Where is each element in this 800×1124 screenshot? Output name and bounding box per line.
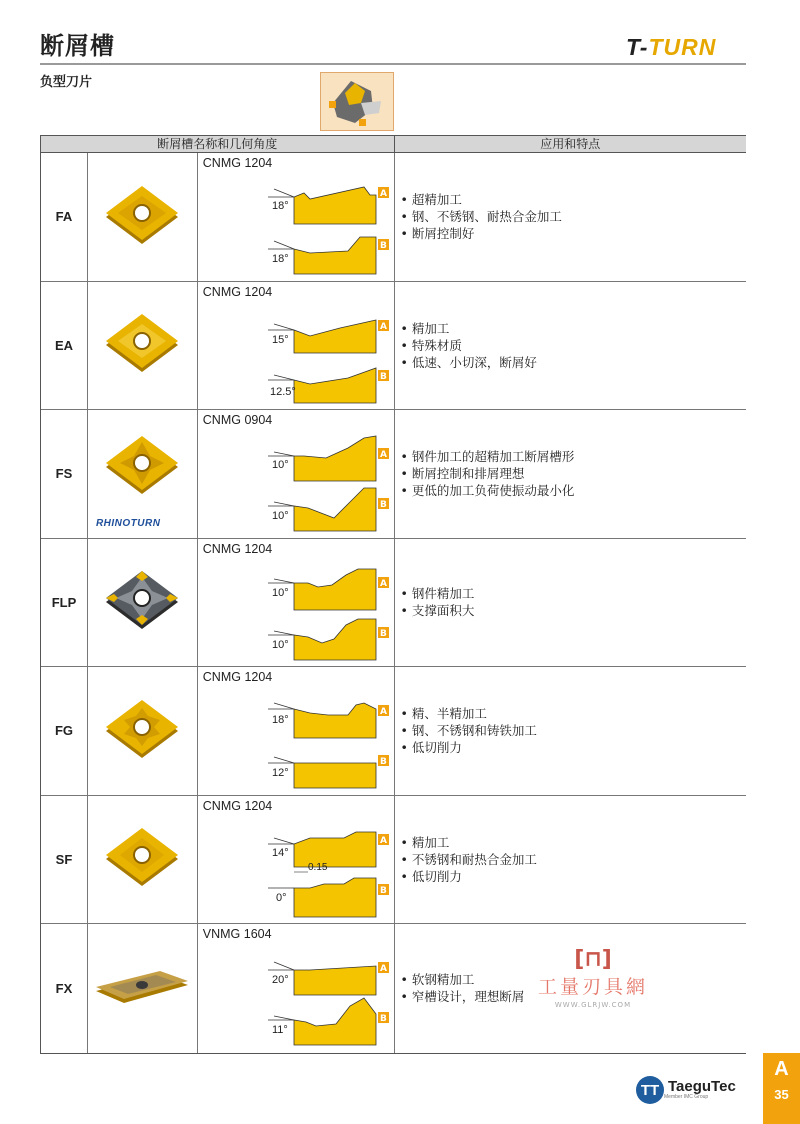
watermark (538, 948, 648, 1009)
watermark-logo-icon: [⊓] (574, 947, 612, 972)
feature-item: • 超精加工 (400, 192, 462, 208)
features-cell (395, 153, 747, 281)
header-application: 应用和特点 (540, 137, 601, 151)
feature-item: • 不锈钢和耐热合金加工 (400, 851, 537, 867)
feature-item: • 精、半精加工 (400, 706, 487, 722)
feature-item: • 更低的加工负荷使振动最小化 (400, 483, 575, 499)
marker-b: B (379, 885, 387, 896)
insert-image (88, 539, 198, 667)
page-subtitle: 负型刀片 (40, 75, 93, 90)
insert-holder-illustration (320, 72, 394, 131)
insert-image (88, 796, 198, 924)
feature-item: • 窄槽设计，理想断屑 (400, 989, 525, 1005)
table-row (41, 282, 746, 411)
rake-angle-b: 0° (275, 891, 287, 904)
geometry-cell (198, 410, 395, 538)
feature-item: • 低切削力 (400, 740, 462, 756)
marker-a: A (379, 321, 387, 332)
rake-angle-a: 18° (271, 200, 289, 212)
rake-angle-b: 10° (271, 638, 289, 651)
marker-a: A (379, 450, 387, 460)
watermark-url: WWW.GLRJW.COM (554, 1001, 632, 1009)
marker-a: A (379, 189, 387, 199)
table-row (41, 796, 746, 925)
feature-item: • 低切削力 (400, 868, 462, 884)
geometry-cell (198, 796, 395, 924)
insert-image (88, 924, 198, 1053)
brand-logo (636, 1076, 736, 1104)
chipbreaker-name: EA (41, 282, 88, 410)
land-width: 0.15 (307, 861, 328, 873)
feature-item: • 断屑控制好 (400, 226, 475, 242)
taegutec-logo-icon: TT (636, 1076, 664, 1104)
marker-b: B (379, 757, 387, 767)
brand-subtitle: Member IMC Group (664, 1094, 709, 1100)
marker-b: B (379, 628, 387, 639)
table-row (41, 410, 746, 539)
marker-a: A (379, 964, 387, 974)
feature-item: • 钢件精加工 (400, 586, 475, 602)
section-letter: A (774, 1058, 789, 1080)
geometry-cell (198, 667, 395, 795)
rhinoturn-badge: RHINOTURN (95, 517, 161, 529)
geometry-cell (198, 282, 395, 410)
marker-b: B (379, 1014, 387, 1024)
rake-angle-a: 10° (271, 459, 289, 471)
t-turn-logo: T-TURN (626, 34, 717, 60)
marker-a: A (379, 578, 387, 589)
insert-code: CNMG 1204 (202, 541, 273, 556)
marker-b: B (379, 241, 387, 251)
features-cell (395, 539, 747, 667)
geometry-cell (198, 924, 395, 1053)
feature-item: • 低速、小切深，断屑好 (400, 354, 537, 370)
insert-code: VNMG 1604 (202, 927, 272, 941)
rake-angle-b: 18° (271, 253, 289, 265)
feature-item: • 钢、不锈钢、耐热合金加工 (400, 209, 562, 225)
rake-angle-a: 18° (271, 714, 289, 726)
insert-code: CNMG 1204 (202, 284, 273, 299)
table-row (41, 153, 746, 282)
insert-code: CNMG 1204 (202, 798, 273, 813)
chipbreaker-name: SF (41, 796, 88, 924)
rake-angle-a: 14° (271, 846, 289, 859)
chipbreaker-table (40, 135, 746, 1054)
rake-angle-a: 20° (271, 974, 289, 986)
marker-a: A (379, 835, 387, 846)
rake-angle-b: 11° (271, 1024, 288, 1036)
watermark-text: 工量刃具網 (538, 976, 649, 998)
feature-item: • 钢、不锈钢和铸铁加工 (400, 723, 537, 739)
insert-image (88, 667, 198, 795)
features-cell (395, 410, 747, 538)
rake-angle-a: 15° (271, 333, 289, 346)
feature-item: • 特殊材质 (400, 337, 462, 353)
title-rule (40, 63, 746, 65)
feature-item: • 软钢精加工 (400, 972, 475, 988)
geometry-cell (198, 153, 395, 281)
table-row (41, 667, 746, 796)
table-row (41, 539, 746, 668)
features-cell (395, 667, 747, 795)
table-header (41, 135, 746, 153)
rake-angle-b: 12° (271, 767, 289, 779)
rake-angle-b: 12.5° (269, 385, 296, 398)
insert-code: CNMG 1204 (202, 156, 273, 170)
rake-angle-b: 10° (271, 510, 289, 522)
feature-item: • 精加工 (400, 320, 450, 336)
feature-item: • 精加工 (400, 834, 450, 850)
chipbreaker-name: FLP (41, 539, 88, 667)
header-geometry: 断屑槽名称和几何角度 (41, 136, 395, 152)
page-number: 35 (774, 1087, 789, 1102)
marker-b: B (379, 500, 387, 510)
page-title: 断屑槽 (40, 32, 115, 60)
chipbreaker-name: FX (41, 924, 88, 1053)
section-tab (763, 1053, 800, 1124)
brand-name: TaeguTec (668, 1078, 736, 1095)
insert-image (88, 153, 198, 281)
marker-b: B (379, 371, 387, 382)
chipbreaker-name: FG (41, 667, 88, 795)
insert-image (88, 410, 198, 538)
insert-code: CNMG 1204 (202, 670, 273, 684)
features-cell (395, 796, 747, 924)
feature-item: • 断屑控制和排屑理想 (400, 466, 525, 482)
chipbreaker-name: FA (41, 153, 88, 281)
features-cell (395, 282, 747, 410)
rake-angle-a: 10° (271, 586, 289, 599)
chipbreaker-name: FS (41, 410, 88, 538)
insert-code: CNMG 0904 (202, 413, 273, 427)
feature-item: • 支撑面积大 (400, 603, 475, 619)
feature-item: • 钢件加工的超精加工断屑槽形 (400, 449, 575, 465)
geometry-cell (198, 539, 395, 667)
marker-a: A (379, 707, 387, 717)
insert-image (88, 282, 198, 410)
